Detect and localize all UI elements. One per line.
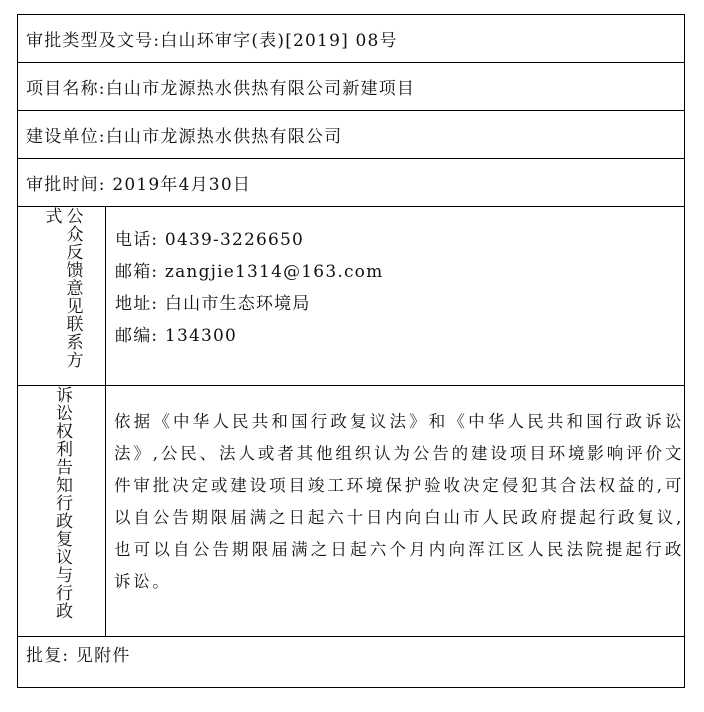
builder-row	[18, 111, 684, 159]
reply-text: 批复: 见附件	[26, 646, 131, 666]
contact-label-cell	[18, 207, 106, 385]
approval-type-row	[18, 15, 684, 63]
approval-type-text: 审批类型及文号:白山环审字(表)[2019] 08号	[26, 31, 398, 51]
email-text: 邮箱: zangjie1314@163.com	[115, 262, 384, 282]
address-text: 地址: 白山市生态环境局	[115, 294, 311, 314]
project-name-text: 项目名称:白山市龙源热水供热有限公司新建项目	[26, 79, 416, 99]
project-name-row	[18, 63, 684, 111]
approval-notice-table	[17, 14, 685, 688]
phone-text: 电话: 0439-3226650	[115, 230, 305, 250]
approval-time-text: 审批时间: 2019年4月30日	[26, 175, 252, 195]
rights-label-cell	[18, 386, 106, 636]
rights-label: 诉讼权利告知行政复议与行政	[52, 386, 72, 620]
postcode-text: 邮编: 134300	[115, 326, 238, 346]
contact-info-cell	[106, 207, 684, 385]
builder-text: 建设单位:白山市龙源热水供热有限公司	[26, 127, 343, 147]
reply-row	[18, 637, 684, 687]
rights-row	[18, 386, 684, 637]
contact-row	[18, 207, 684, 386]
approval-time-row	[18, 159, 684, 207]
rights-paragraph: 依据《中华人民共和国行政复议法》和《中华人民共和国行政诉讼法》,公民、法人或者其他组织认为公告的建设项目环境影响评价文件审批决定或建设项目竣工环境保护验收决定侵犯其合法权益的,可以自公告期限届满之日起六十日内向白山市人民政府提起行政复议,也可以自公告期限届满之日起六个月内向浑江区人民法院提起行政诉讼。	[114, 412, 684, 591]
contact-label: 公众反馈意见联系方式	[41, 207, 83, 369]
rights-text-cell	[106, 386, 684, 636]
